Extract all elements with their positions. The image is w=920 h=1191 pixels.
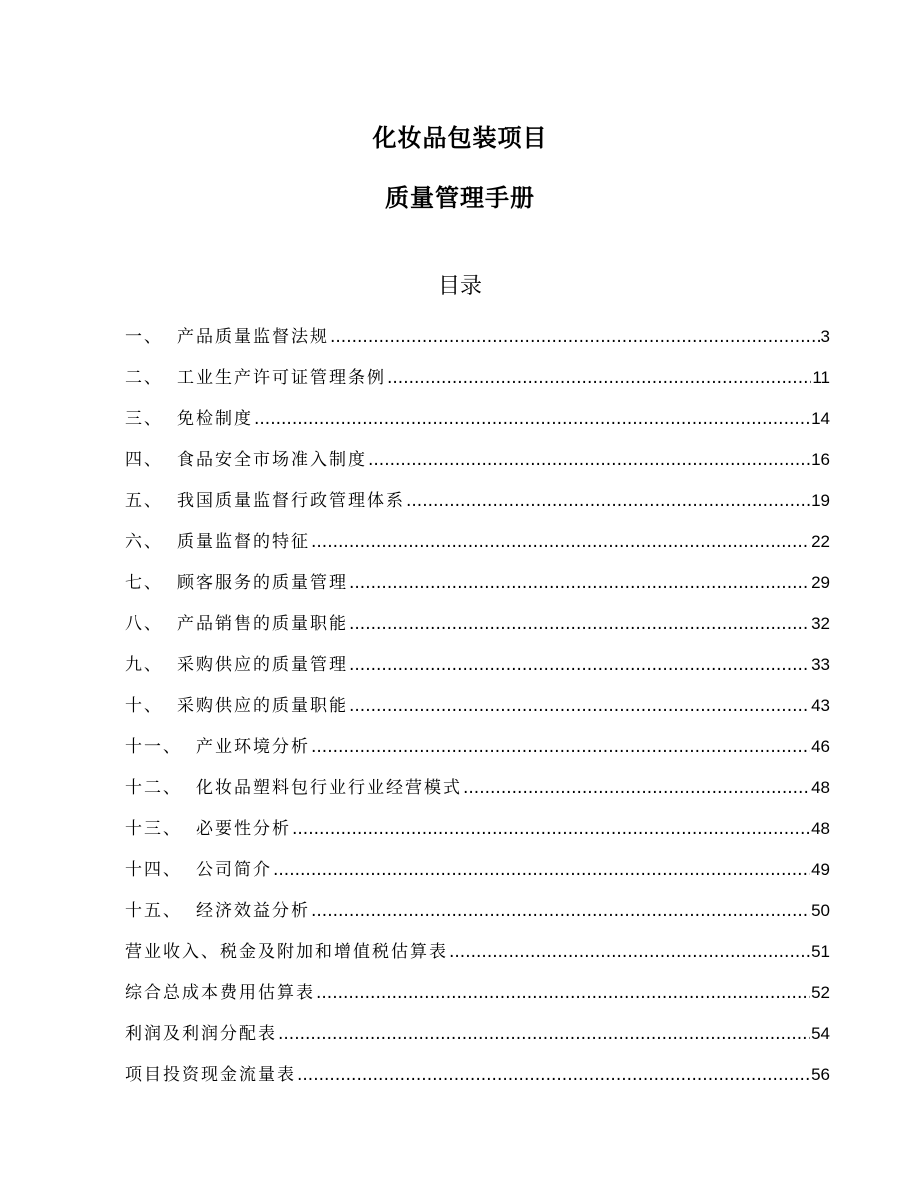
toc-entry-title: 公司简介 bbox=[196, 860, 272, 880]
toc-entry-number: 八、 bbox=[125, 614, 163, 634]
toc-leader-dots bbox=[449, 935, 810, 969]
toc-entry[interactable] bbox=[125, 648, 830, 689]
toc-heading: 目录 bbox=[437, 274, 482, 299]
toc-entry-title: 顾客服务的质量管理 bbox=[177, 573, 348, 593]
toc-entry-page: 54 bbox=[811, 1024, 830, 1043]
toc-entry-number: 十一、 bbox=[125, 737, 182, 757]
toc-leader-dots bbox=[316, 976, 810, 1010]
toc-entry-page: 16 bbox=[811, 450, 830, 469]
toc-leader-dots bbox=[311, 894, 810, 928]
toc-entry-page: 48 bbox=[811, 819, 830, 838]
toc-entry-page: 56 bbox=[811, 1065, 830, 1084]
toc-entry-title: 项目投资现金流量表 bbox=[125, 1065, 296, 1085]
toc-entry-title: 我国质量监督行政管理体系 bbox=[177, 491, 405, 511]
toc-leader-dots bbox=[463, 771, 810, 805]
toc-entry[interactable] bbox=[125, 402, 830, 443]
toc-entry-title: 食品安全市场准入制度 bbox=[177, 450, 367, 470]
toc-entry[interactable] bbox=[125, 976, 830, 1017]
toc-entry[interactable] bbox=[125, 894, 830, 935]
toc-entry-page: 32 bbox=[811, 614, 830, 633]
toc-leader-dots bbox=[311, 525, 810, 559]
toc-entry[interactable] bbox=[125, 443, 830, 484]
toc-entry-title: 质量监督的特征 bbox=[177, 532, 310, 552]
toc-leader-dots bbox=[349, 566, 810, 600]
toc-entry[interactable] bbox=[125, 771, 830, 812]
toc-leader-dots bbox=[278, 1017, 810, 1051]
toc-entry-title: 营业收入、税金及附加和增值税估算表 bbox=[125, 942, 448, 962]
toc-entry-page: 52 bbox=[811, 983, 830, 1002]
toc-entry-number: 十二、 bbox=[125, 778, 182, 798]
toc-entry-title: 采购供应的质量职能 bbox=[177, 696, 348, 716]
toc-leader-dots bbox=[311, 730, 810, 764]
toc-leader-dots bbox=[297, 1058, 810, 1092]
toc-leader-dots bbox=[368, 443, 810, 477]
toc-entry-number: 五、 bbox=[125, 491, 163, 511]
toc-entry-number: 七、 bbox=[125, 573, 163, 593]
toc-entry[interactable] bbox=[125, 1058, 830, 1099]
toc-entry-title: 必要性分析 bbox=[196, 819, 291, 839]
toc-entry-number: 四、 bbox=[125, 450, 163, 470]
toc-entry-number: 十四、 bbox=[125, 860, 182, 880]
toc-entry-title: 综合总成本费用估算表 bbox=[125, 983, 315, 1003]
toc-leader-dots bbox=[273, 853, 810, 887]
toc-entry-page: 49 bbox=[811, 860, 830, 879]
document-title-line-2: 质量管理手册 bbox=[385, 184, 535, 212]
toc-entry-number: 一、 bbox=[125, 327, 163, 347]
toc-entry-number: 三、 bbox=[125, 409, 163, 429]
toc-entry-page: 22 bbox=[811, 532, 830, 551]
toc-entry[interactable] bbox=[125, 566, 830, 607]
toc-entry-title: 产业环境分析 bbox=[196, 737, 310, 757]
toc-leader-dots bbox=[292, 812, 810, 846]
toc-leader-dots bbox=[406, 484, 810, 518]
toc-entry-number: 十三、 bbox=[125, 819, 182, 839]
toc-entry-page: 50 bbox=[811, 901, 830, 920]
toc-entry-page: 48 bbox=[811, 778, 830, 797]
toc-entry-page: 33 bbox=[811, 655, 830, 674]
toc-entry-page: 51 bbox=[811, 942, 830, 961]
toc-entry-title: 工业生产许可证管理条例 bbox=[177, 368, 386, 388]
toc-entry[interactable] bbox=[125, 935, 830, 976]
toc-entry-page: 3 bbox=[820, 327, 830, 346]
toc-entry-page: 14 bbox=[811, 409, 830, 428]
toc-entry-title: 免检制度 bbox=[177, 409, 253, 429]
toc-entry[interactable] bbox=[125, 607, 830, 648]
toc-entry[interactable] bbox=[125, 320, 830, 361]
toc-entry-number: 十、 bbox=[125, 696, 163, 716]
document-title-line-1: 化妆品包装项目 bbox=[372, 124, 548, 152]
toc-entry-number: 二、 bbox=[125, 368, 163, 388]
table-of-contents bbox=[125, 320, 830, 1099]
toc-entry[interactable] bbox=[125, 361, 830, 402]
toc-entry-page: 46 bbox=[811, 737, 830, 756]
toc-entry-title: 经济效益分析 bbox=[196, 901, 310, 921]
toc-entry-page: 43 bbox=[811, 696, 830, 715]
toc-entry[interactable] bbox=[125, 1017, 830, 1058]
toc-entry-number: 九、 bbox=[125, 655, 163, 675]
toc-entry-number: 六、 bbox=[125, 532, 163, 552]
toc-entry[interactable] bbox=[125, 484, 830, 525]
toc-entry-page: 11 bbox=[812, 368, 830, 387]
toc-entry-title: 利润及利润分配表 bbox=[125, 1024, 277, 1044]
toc-entry-page: 19 bbox=[811, 491, 830, 510]
toc-entry-number: 十五、 bbox=[125, 901, 182, 921]
toc-entry[interactable] bbox=[125, 730, 830, 771]
toc-leader-dots bbox=[254, 402, 810, 436]
toc-entry-title: 产品质量监督法规 bbox=[177, 327, 329, 347]
toc-leader-dots bbox=[330, 320, 820, 354]
toc-entry[interactable] bbox=[125, 853, 830, 894]
toc-leader-dots bbox=[349, 648, 810, 682]
toc-leader-dots bbox=[349, 689, 810, 723]
toc-entry-title: 化妆品塑料包行业行业经营模式 bbox=[196, 778, 462, 798]
toc-entry[interactable] bbox=[125, 812, 830, 853]
toc-leader-dots bbox=[349, 607, 810, 641]
toc-entry[interactable] bbox=[125, 689, 830, 730]
toc-entry[interactable] bbox=[125, 525, 830, 566]
toc-entry-title: 产品销售的质量职能 bbox=[177, 614, 348, 634]
toc-entry-page: 29 bbox=[811, 573, 830, 592]
toc-leader-dots bbox=[387, 361, 811, 395]
toc-entry-title: 采购供应的质量管理 bbox=[177, 655, 348, 675]
